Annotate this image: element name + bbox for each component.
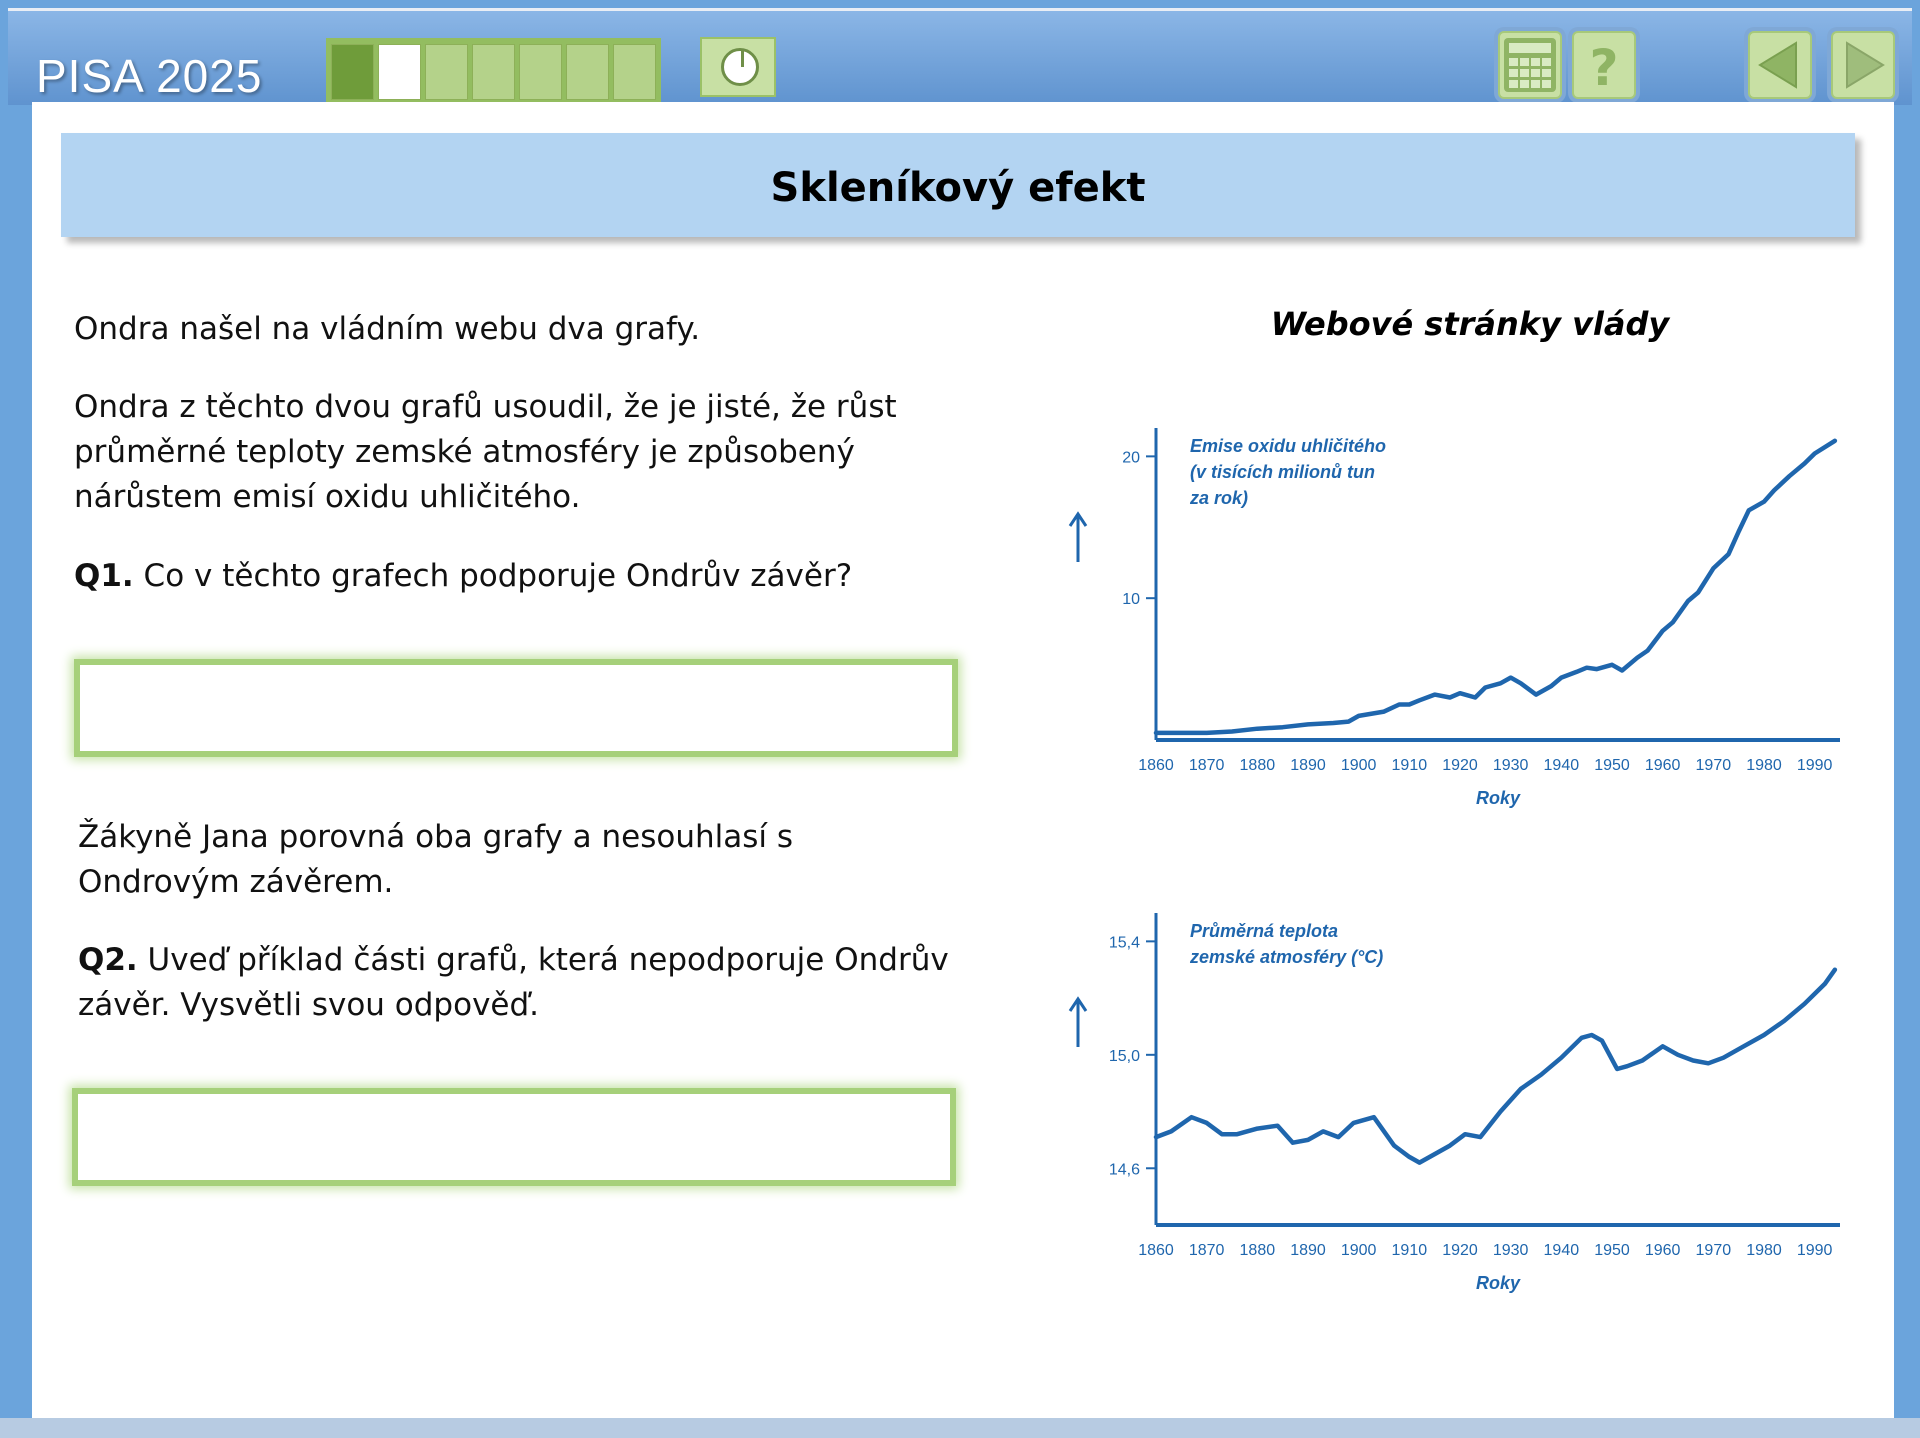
series-line [1156, 441, 1835, 733]
x-tick-label: 1860 [1138, 1242, 1174, 1259]
title-band [61, 133, 1855, 237]
x-tick-label: 1940 [1543, 1242, 1580, 1259]
x-tick-label: 1870 [1188, 757, 1225, 774]
x-tick-label: 1890 [1290, 757, 1326, 774]
back-arrow-icon [1750, 33, 1810, 97]
x-tick-label: 1980 [1746, 1242, 1782, 1259]
website-title: Webové stránky vlády [1270, 305, 1670, 343]
question-2 [78, 938, 978, 1028]
progress-segment [472, 44, 515, 100]
progress-segment [613, 44, 656, 100]
chart-title-line: Emise oxidu uhličitého [1190, 436, 1387, 456]
back-button[interactable] [1748, 31, 1812, 99]
progress-segment [378, 44, 421, 100]
chart-title-line: (v tisících milionů tun [1190, 462, 1376, 482]
x-axis-label: Roky [1475, 1273, 1521, 1293]
x-axis-label: Roky [1475, 788, 1521, 808]
x-tick-label: 1880 [1239, 757, 1276, 774]
x-tick-label: 1970 [1695, 757, 1732, 774]
q2-answer-box[interactable] [72, 1088, 956, 1186]
x-tick-label: 1950 [1594, 1242, 1630, 1259]
top-toolbar [8, 8, 1912, 105]
x-tick-label: 1880 [1239, 1242, 1276, 1259]
x-tick-label: 1950 [1594, 757, 1630, 774]
x-tick-label: 1870 [1188, 1242, 1225, 1259]
bottom-strip [0, 1418, 1920, 1438]
progress-segment [425, 44, 468, 100]
x-tick-label: 1860 [1138, 757, 1174, 774]
page-title: Skleníkový efekt [770, 165, 1146, 211]
x-tick-label: 1930 [1492, 757, 1529, 774]
x-tick-label: 1900 [1340, 757, 1377, 774]
progress-segment [519, 44, 562, 100]
x-tick-label: 1990 [1796, 1242, 1833, 1259]
y-tick-label: 10 [1122, 591, 1140, 609]
help-button[interactable] [1572, 31, 1636, 99]
series-line [1156, 970, 1835, 1163]
help-icon [1574, 33, 1634, 97]
x-tick-label: 1990 [1796, 757, 1833, 774]
chart-title-line: zemské atmosféry (°C) [1190, 947, 1384, 967]
x-tick-label: 1940 [1543, 757, 1580, 774]
q1-label: Q1. [74, 558, 134, 594]
chart-title-line: Průměrná teplota [1190, 921, 1339, 941]
x-tick-label: 1910 [1391, 1242, 1428, 1259]
x-tick-label: 1980 [1746, 757, 1782, 774]
forward-arrow-icon [1833, 33, 1893, 97]
x-tick-label: 1960 [1644, 1242, 1681, 1259]
y-tick-label: 20 [1122, 449, 1140, 467]
x-tick-label: 1920 [1442, 757, 1478, 774]
calculator-icon [1500, 33, 1560, 97]
co2-emissions-chart [1060, 410, 1860, 820]
x-tick-label: 1910 [1391, 757, 1428, 774]
brand-title: PISA 2025 [36, 50, 263, 102]
y-tick-label: 15,0 [1108, 1047, 1140, 1065]
calculator-button[interactable] [1498, 31, 1562, 99]
q1-answer-box[interactable] [74, 659, 958, 757]
timer-button[interactable] [700, 37, 776, 97]
progress-segment [331, 44, 374, 100]
q1-text: Co v těchto grafech podporuje Ondrův závěr? [133, 558, 853, 594]
x-tick-label: 1900 [1340, 1242, 1377, 1259]
progress-bar [326, 38, 661, 104]
question-1 [74, 554, 974, 599]
x-tick-label: 1890 [1290, 1242, 1326, 1259]
claim-paragraph: Ondra z těchto dvou grafů usoudil, že je jisté, že růst průměrné teploty zemské atmosféry je způsobený nárůstem emisí oxidu uhličitého. [74, 389, 897, 515]
intro-text: Ondra našel na vládním webu dva grafy. [74, 311, 701, 347]
q2-label: Q2. [78, 942, 138, 978]
q2-text: Uveď příklad části grafů, která nepodporuje Ondrův závěr. Vysvětli svou odpověď. [78, 942, 949, 1023]
forward-button[interactable] [1831, 31, 1895, 99]
progress-segment [566, 44, 609, 100]
x-tick-label: 1930 [1492, 1242, 1529, 1259]
x-tick-label: 1960 [1644, 757, 1681, 774]
jana-text: Žákyně Jana porovná oba grafy a nesouhlasí s Ondrovým závěrem. [78, 819, 793, 900]
x-tick-label: 1920 [1442, 1242, 1478, 1259]
temperature-chart [1060, 895, 1860, 1305]
svg-text:?: ? [1589, 39, 1619, 97]
chart-title-line: za rok) [1190, 488, 1249, 508]
y-tick-label: 15,4 [1108, 934, 1140, 952]
timer-icon [721, 48, 759, 86]
x-tick-label: 1970 [1695, 1242, 1732, 1259]
y-tick-label: 14,6 [1108, 1161, 1140, 1179]
